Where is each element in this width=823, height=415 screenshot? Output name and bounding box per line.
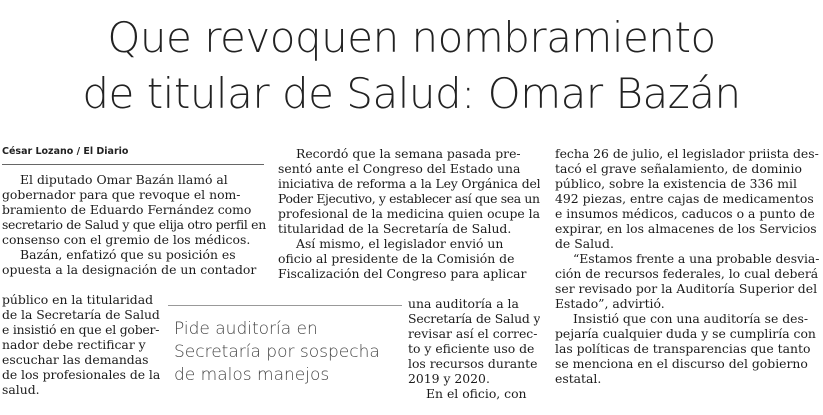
text-line: de Salud.	[555, 236, 614, 251]
text-line: salud.	[2, 382, 40, 397]
text-line: iniciativa de reforma a la Ley Orgánica del	[278, 176, 540, 191]
text-line: 492 piezas, entre cajas de medicamentos	[555, 191, 814, 206]
text-line: de la Secretaría de Salud	[2, 307, 160, 322]
text-line: secretario de Salud y que elija otro perfil en	[2, 217, 266, 232]
text-line: estatal.	[555, 371, 602, 386]
text-line: nador debe rectificar y	[2, 337, 146, 352]
text-line: profesional de la medicina quien ocupe la	[278, 206, 540, 221]
text-line: público en la titularidad	[2, 292, 154, 307]
byline-rule	[2, 164, 264, 165]
text-line: Insistió que con una auditoría se des-	[573, 311, 809, 326]
text-line: titularidad de la Secretaría de Salud.	[278, 221, 512, 236]
text-line: ser revisado por la Auditoría Superior del	[555, 281, 818, 296]
text-line: escuchar las demandas	[2, 352, 149, 367]
text-line: una auditoría a la	[408, 296, 519, 311]
article-column-2-wrap	[408, 296, 540, 401]
text-line: gobernador para que revoque el nom-	[2, 187, 241, 202]
text-line: En el oficio, con	[426, 386, 527, 401]
text-line: e insistió en que el gober-	[2, 322, 160, 337]
text-line: to y eficiente uso de	[408, 341, 535, 356]
text-line: “Estamos frente a una probable desvia-	[573, 251, 820, 266]
text-line: Estado”, advirtió.	[555, 296, 665, 311]
text-line: fecha 26 de julio, el legislador priista des-	[555, 146, 819, 161]
text-line: Bazán, enfatizó que su posición es	[20, 247, 236, 262]
text-line: se menciona en el discurso del gobierno	[555, 356, 808, 371]
text-line: pejaría cualquier duda y se cumpliría con	[555, 326, 816, 341]
text-line: tacó el grave señalamiento, de dominio	[555, 161, 802, 176]
text-line: expirar, en los almacenes de los Servicios	[555, 221, 817, 236]
text-line: público, sobre la existencia de 336 mil	[555, 176, 797, 191]
text-line: de los profesionales de la	[2, 367, 160, 382]
text-line: e insumos médicos, caducos o a punto de	[555, 206, 815, 221]
text-line: sentó ante el Congreso del Estado una	[278, 161, 521, 176]
headline-line-2: de titular de Salud: Omar Bazán	[82, 69, 741, 118]
byline: César Lozano / El Diario	[2, 146, 129, 157]
headline	[0, 10, 823, 122]
text-line: El diputado Omar Bazán llamó al	[20, 172, 228, 187]
text-line: las políticas de transparencias que tanto	[555, 341, 811, 356]
text-line: 2019 y 2020.	[408, 371, 490, 386]
pull-quote: Pide auditoría en Secretaría por sospecha de malos manejos	[174, 319, 380, 385]
article-column-1-wrap	[2, 292, 160, 397]
text-line: los recursos durante	[408, 356, 538, 371]
text-line: bramiento de Eduardo Fernández como	[2, 202, 252, 217]
article-column-1	[2, 172, 267, 277]
text-line: Fiscalización del Congreso para aplicar	[278, 266, 527, 281]
text-line: Recordó que la semana pasada pre-	[296, 146, 521, 161]
text-line: Poder Ejecutivo, y establecer así que sea un	[278, 191, 540, 206]
text-line: opuesta a la designación de un contador	[2, 262, 257, 277]
text-line: ción de recursos federales, lo cual deberá	[555, 266, 819, 281]
text-line: Secretaría de Salud y	[408, 311, 540, 326]
text-line: consenso con el gremio de los médicos.	[2, 232, 251, 247]
text-line: oficio al presidente de la Comisión de	[278, 251, 515, 266]
article-column-3	[555, 146, 820, 386]
pull-quote-rule	[168, 305, 402, 306]
article-column-2	[278, 146, 540, 281]
text-line: Así mismo, el legislador envió un	[296, 236, 504, 251]
headline-line-1: Que revoquen nombramiento	[107, 13, 716, 62]
text-line: revisar así el correc-	[408, 326, 538, 341]
